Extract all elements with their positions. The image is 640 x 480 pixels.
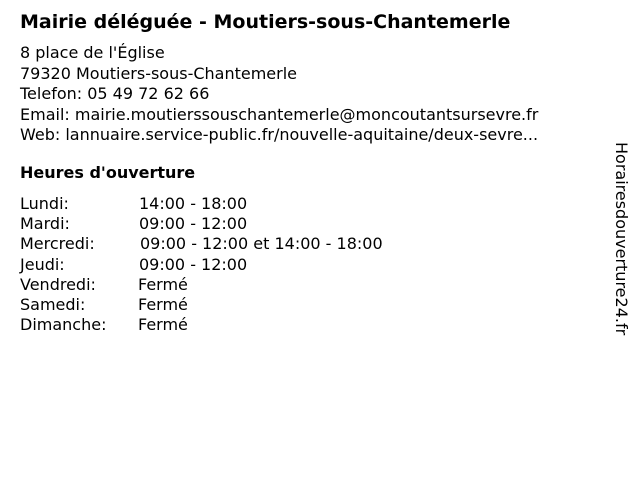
address-city: 79320 Moutiers-sous-Chantemerle — [20, 63, 298, 83]
brand-watermark — [609, 134, 633, 344]
time-value: 09:00 - 12:00 et 14:00 - 18:00 — [140, 234, 383, 254]
day-label: Lundi: — [20, 194, 69, 213]
time-value: Fermé — [138, 274, 188, 294]
address-street: 8 place de l'Église — [20, 43, 165, 62]
day-label: Vendredi: — [20, 274, 96, 294]
time-value: 09:00 - 12:00 — [139, 254, 248, 274]
page-title: Mairie déléguée - Moutiers-sous-Chantemerle — [20, 11, 511, 33]
phone-line: Telefon: 05 49 72 62 66 — [20, 84, 210, 103]
contact-block — [20, 43, 538, 146]
email-line: Email: mairie.moutierssouschantemerle@moncoutantsursevre.fr — [20, 104, 539, 124]
day-label: Mercredi: — [20, 234, 95, 254]
day-label: Samedi: — [20, 294, 86, 314]
day-label: Dimanche: — [20, 315, 107, 335]
brand-text: Horairesdouverture24.fr — [612, 142, 631, 336]
web-line: Web: lannuaire.service-public.fr/nouvelle-aquitaine/deux-sevre... — [20, 125, 539, 144]
hours-heading: Heures d'ouverture — [20, 163, 196, 182]
time-value: Fermé — [138, 294, 188, 314]
day-label: Jeudi: — [20, 254, 65, 274]
time-value: Fermé — [138, 315, 188, 335]
time-value: 14:00 - 18:00 — [139, 194, 248, 213]
time-value: 09:00 - 12:00 — [139, 214, 248, 234]
day-label: Mardi: — [20, 214, 70, 234]
